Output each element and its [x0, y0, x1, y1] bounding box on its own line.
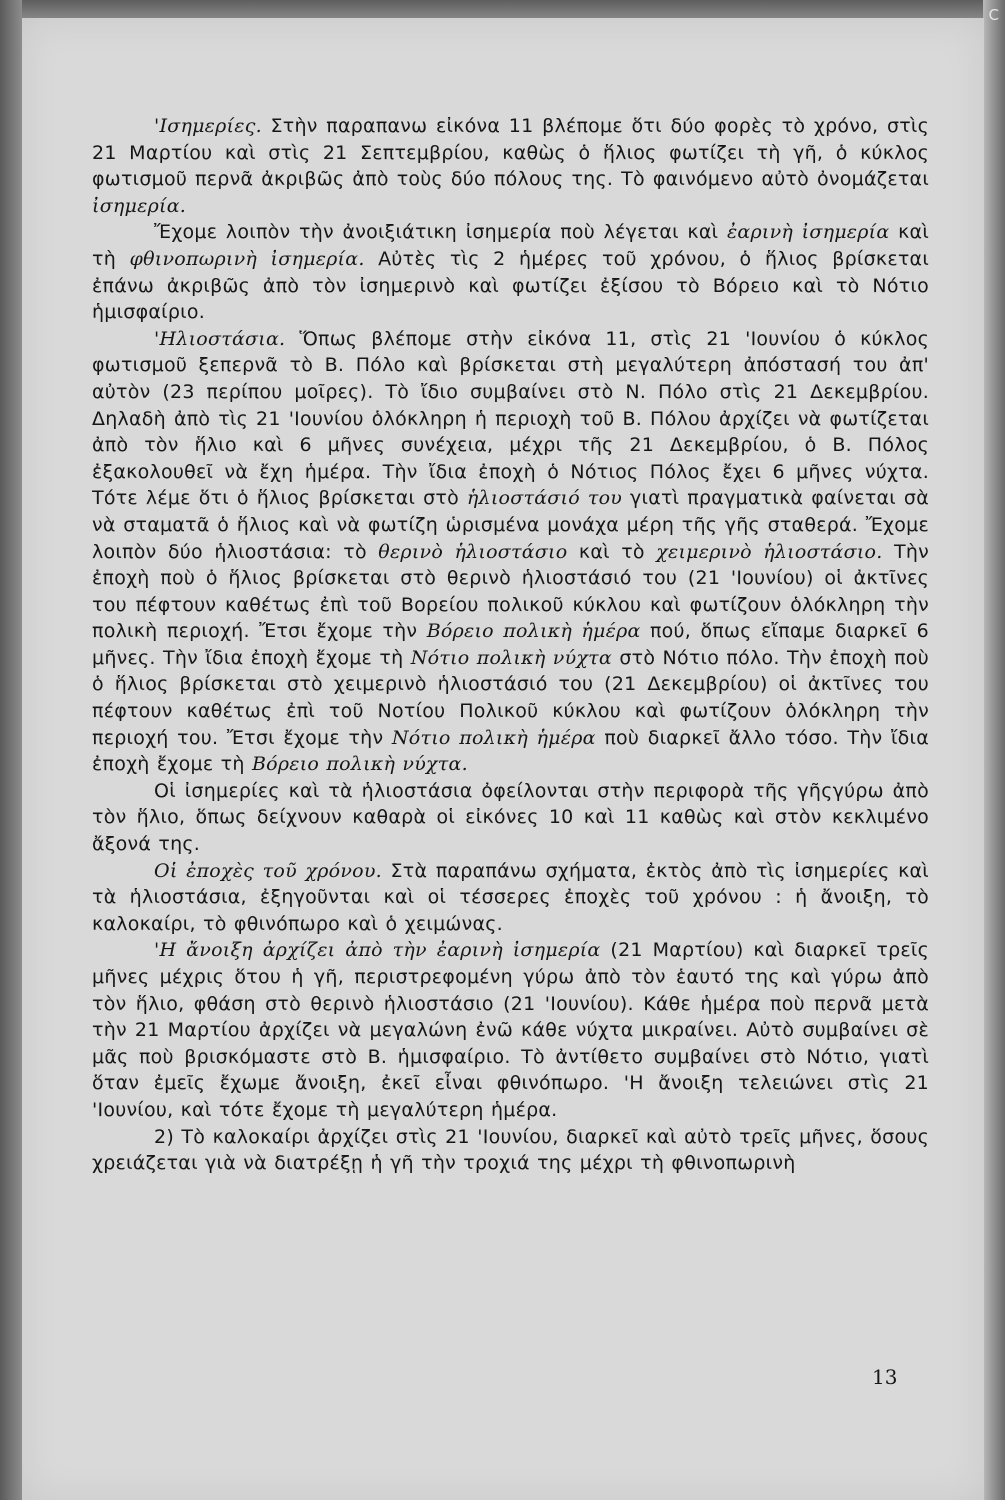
- text-run: (21 Μαρτίου) καὶ διαρκεῖ τρεῖς μῆνες μέχρις ὅτου ἡ γῆ, περιστρεφομένη γύρω ἀπὸ τὸν ἑαυτό της καὶ γύρω ἀπὸ τὸν ἥλιο, φθάση στὸ θερινὸ ἡλιοστάσιο (21 'Ιουνίου). Κάθε ἡμέρα ποὺ περνᾶ μετὰ τὴν 21 Μαρτίου ἀρχίζει νὰ μεγαλώνη ἐνῶ κάθε νύχτα μικραίνει. Αὐτὸ συμβαίνει σὲ μᾶς ποὺ βρισκόμαστε στὸ Β. ἡμισφαίριο. Τὸ ἀντίθετο συμβαίνει στὸ Νότιο, γιατὶ ὅταν ἐμεῖς ἔχωμε ἄνοιξη, ἐκεῖ εἶναι φθινόπωρο. 'Η ἄνοιξη τελειώνει στὶς 21 'Ιουνίου, καὶ τότε ἔχομε τὴ μεγαλύτερη ἡμέρα.: [92, 939, 929, 1121]
- scan-edge-left: [0, 0, 22, 1500]
- italic-term: 'Ηλιοστάσια.: [154, 327, 286, 350]
- text-run: στὸ Νότιο πόλο. Τὴν ἐποχὴ ποὺ ὁ ἥλιος βρίσκεται στὸ χειμερινὸ ἡλιοστάσιό του (21 Δεκεμβρίου) οἱ ἀκτῖνες του πέφτουν καθέτως ἐπὶ τοῦ Νοτίου Πολικοῦ κύκλου καὶ φωτίζουν ὁλόκληρη τὴν περιοχή του. Ἔτσι ἔχομε τὴν: [92, 646, 929, 749]
- italic-term: Νότιο πολικὴ ἡμέρα: [391, 726, 596, 749]
- paragraph: [92, 778, 929, 858]
- italic-term: θερινὸ ἡλιοστάσιο: [378, 540, 568, 563]
- text-run: Ὅπως βλέπομε στὴν εἰκόνα 11, στὶς 21 'Ιουνίου ὁ κύκλος φωτισμοῦ ξεπερνᾶ τὸ Β. Πόλο καὶ βρίσκεται στὴ μεγαλύτερη ἀπόστασή του ἀπ' αὐτὸν (23 περίπου μοῖρες). Τὸ ἴδιο συμβαίνει στὸ Ν. Πόλο στὶς 21 Δεκεμβρίου. Δηλαδὴ ἀπὸ τὶς 21 'Ιουνίου ὁλόκληρη ἡ περιοχὴ τοῦ Β. Πόλου ἀρχίζει νὰ φωτίζεται ἀπὸ τὸν ἥλιο καὶ 6 μῆνες συνέχεια, μέχρι τῆς 21 Δεκεμβρίου, ὁ Β. Πόλος ἐξακολουθεῖ νὰ ἔχη ἡμέρα. Τὴν ἴδια ἐποχὴ ὁ Νότιος Πόλος ἔχει 6 μῆνες νύχτα. Τότε λέμε ὅτι ὁ ἥλιος βρίσκεται στὸ: [92, 327, 929, 510]
- italic-term: ἡλιοστάσιό του: [466, 487, 623, 510]
- italic-term: ἐαρινὴ ἰσημερία: [726, 221, 890, 244]
- italic-term: Βόρειο πολικὴ νύχτα.: [251, 753, 468, 776]
- italic-term: Οἱ ἐποχὲς τοῦ χρόνου.: [154, 859, 382, 882]
- text-run: καὶ τὸ: [567, 540, 657, 563]
- scan-edge-top: [0, 0, 1005, 20]
- text-run: πού, ὅπως εἴπαμε διαρκεῖ 6 μῆνες. Τὴν ἴδια ἐποχὴ ἔχομε τὴ: [92, 620, 929, 669]
- italic-term: Βόρειο πολικὴ ἡμέρα: [426, 620, 641, 643]
- italic-term: Νότιο πολικὴ νύχτα: [410, 646, 613, 669]
- italic-term: 'Ισημερίες.: [154, 115, 262, 137]
- text-run: γιατὶ πραγματικὰ φαίνεται σὰ νὰ σταματᾶ ὁ ἥλιος καὶ νὰ φωτίζη ὡρισμένα μονάχα μέρη τῆς γῆς σταθερά. Ἔχομε λοιπὸν δύο ἡλιοστάσια: τὸ: [92, 487, 929, 563]
- paragraph: [92, 1124, 929, 1177]
- italic-term: 'Η ἄνοιξη ἀρχίζει ἀπὸ τὴν ἐαρινὴ ἰσημερία: [154, 939, 601, 962]
- text-run: Τὴν ἐποχὴ ποὺ ὁ ἥλιος βρίσκεται στὸ θερινὸ ἡλιοστάσιό του (21 'Ιουνίου) οἱ ἀκτῖνες του πέφτουν καθέτως ἐπὶ τοῦ Βορείου πολικοῦ κύκλου καὶ φωτίζουν ὁλόκληρη τὴν πολικὴ περιοχή. Ἔτσι ἔχομε τὴν: [92, 540, 929, 643]
- paragraph: [92, 326, 929, 778]
- text-run: Στὰ παραπάνω σχήματα, ἐκτὸς ἀπὸ τὶς ἰσημερίες καὶ τὰ ἡλιοστάσια, ἐξηγοῦνται καὶ οἱ τέσσερες ἐποχὲς τοῦ χρόνου : ἡ ἄνοιξη, τὸ καλοκαίρι, τὸ φθινόπωρο καὶ ὁ χειμώνας.: [92, 859, 929, 935]
- text-run: ποὺ διαρκεῖ ἄλλο τόσο. Τὴν ἴδια ἐποχὴ ἔχομε τὴ: [92, 726, 929, 776]
- text-run: Αὐτὲς τὶς 2 ἡμέρες τοῦ χρόνου, ὁ ἥλιος βρίσκεται ἐπάνω ἀκριβῶς ἀπὸ τὸν ἰσημερινὸ καὶ φωτίζει ἐξίσου τὸ Βόρειο καὶ τὸ Νότιο ἡμισφαίριο.: [92, 247, 929, 324]
- text-run: 2) Τὸ καλοκαίρι ἀρχίζει στὶς 21 'Ιουνίου, διαρκεῖ καὶ αὐτὸ τρεῖς μῆνες, ὅσους χρειάζεται γιὰ νὰ διατρέξῃ ἡ γῆ τὴν τροχιά της μέχρι τὴ φθινοπωρινὴ: [92, 1125, 929, 1175]
- paragraph: [92, 858, 929, 938]
- italic-term: φθινοπωρινὴ ἰσημερία.: [129, 247, 365, 270]
- italic-term: ἰσημερία.: [92, 194, 187, 217]
- corner-mark: C: [988, 6, 999, 24]
- text-run: Στὴν παραπανω εἰκόνα 11 βλέπομε ὅτι δύο φορὲς τὸ χρόνο, στὶς 21 Μαρτίου καὶ στὶς 21 Σεπτεμβρίου, καθὼς ὁ ἥλιος φωτίζει τὴ γῆ, ὁ κύκλος φωτισμοῦ περνᾶ ἀκριβῶς ἀπὸ τοὺς δύο πόλους της. Τὸ φαινόμενο αὐτὸ ὀνομάζεται: [92, 115, 929, 191]
- italic-term: χειμερινὸ ἡλιοστάσιο.: [656, 540, 883, 563]
- book-page: [22, 18, 984, 1500]
- page-number: 13: [872, 1365, 898, 1389]
- text-run: καὶ τὴ: [92, 221, 929, 270]
- paragraph: [92, 113, 929, 219]
- scan-edge-right: [983, 0, 1005, 1500]
- text-run: Ἔχομε λοιπὸν τὴν ἀνοιξιάτικη ἰσημερία ποὺ λέγεται καὶ: [154, 221, 727, 244]
- text-run: Οἱ ἰσημερίες καὶ τὰ ἡλιοστάσια ὀφείλονται στὴν περιφορὰ τῆς γῆςγύρω ἀπὸ τὸν ἥλιο, ὅπως δείχνουν καθαρὰ οἱ εἰκόνες 10 καὶ 11 καθὼς καὶ στὸν κεκλιμένο ἄξονά της.: [92, 779, 929, 856]
- paragraph: [92, 937, 929, 1123]
- page-body-text: [92, 113, 929, 1378]
- paragraph: [92, 219, 929, 325]
